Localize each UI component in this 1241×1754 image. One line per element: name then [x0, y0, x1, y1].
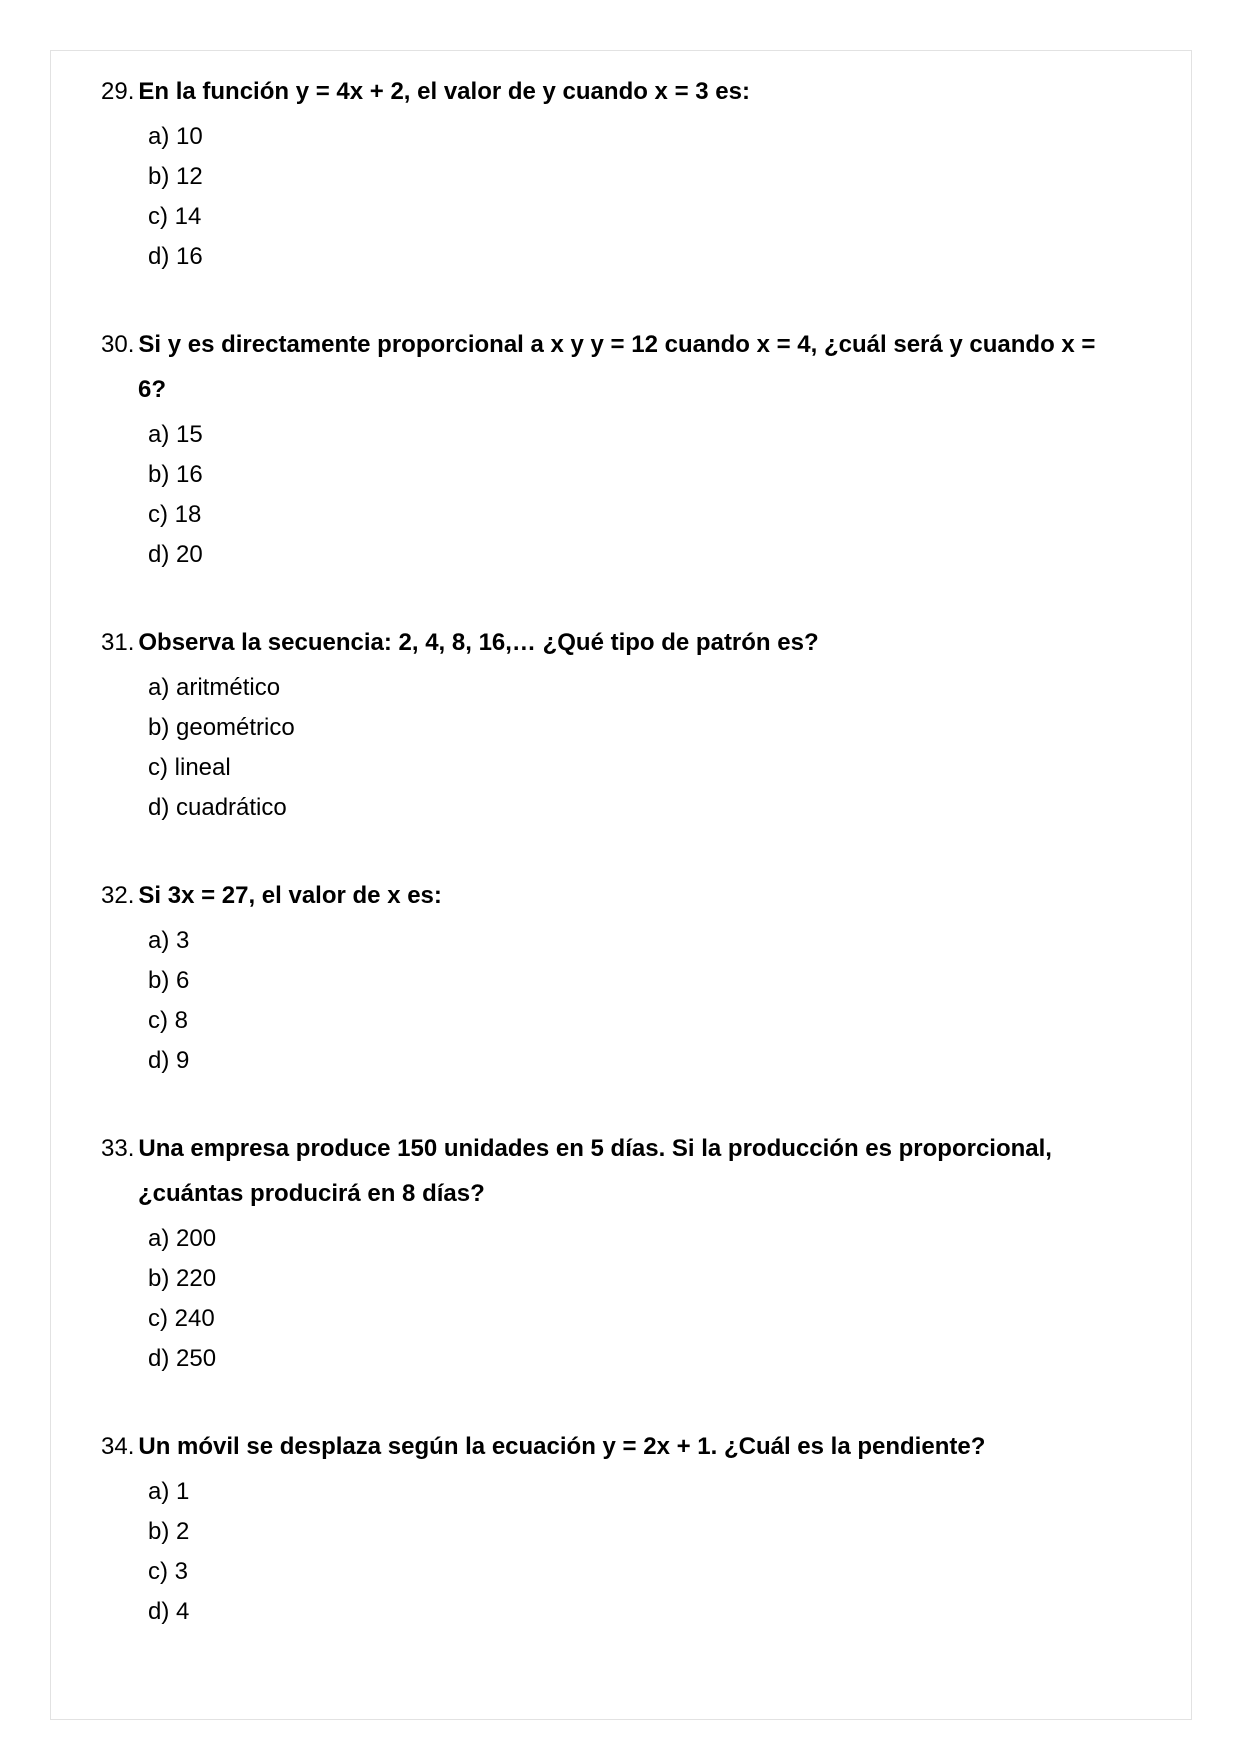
- answer-option-d: d) cuadrático: [148, 794, 287, 821]
- question-block-34: [101, 1424, 1191, 1632]
- answer-option-a: a) 1: [148, 1478, 190, 1505]
- question-text: Observa la secuencia: 2, 4, 8, 16,… ¿Qué tipo de patrón es?: [138, 629, 819, 656]
- question-block-29: [101, 69, 1191, 277]
- answer-option-a: a) 10: [148, 123, 203, 150]
- answer-option-c: c) 8: [148, 1007, 189, 1034]
- answer-option-d: d) 250: [148, 1345, 217, 1372]
- answer-option-d: d) 16: [148, 243, 203, 270]
- answer-option-b: b) 12: [148, 163, 203, 190]
- answer-option-c: c) 14: [148, 203, 202, 230]
- question-title: [101, 1424, 1113, 1469]
- question-text: Si y es directamente proporcional a x y y = 12 cuando x = 4, ¿cuál será y cuando x = 6?: [138, 331, 1096, 403]
- question-block-30: [101, 322, 1191, 575]
- document-page: [50, 50, 1192, 1720]
- question-text: Si 3x = 27, el valor de x es:: [138, 882, 442, 909]
- question-number: 33.: [101, 1135, 135, 1162]
- answer-option-c: c) 240: [148, 1305, 215, 1332]
- question-number: 29.: [101, 78, 135, 105]
- question-text: Un móvil se desplaza según la ecuación y = 2x + 1. ¿Cuál es la pendiente?: [138, 1433, 986, 1460]
- answer-option-a: a) aritmético: [148, 674, 281, 701]
- question-block-33: [101, 1126, 1191, 1379]
- answer-option-a: a) 200: [148, 1225, 217, 1252]
- question-number: 34.: [101, 1433, 135, 1460]
- answer-option-b: b) 2: [148, 1518, 190, 1545]
- question-block-32: [101, 873, 1191, 1081]
- question-number: 32.: [101, 882, 135, 909]
- answer-option-c: c) lineal: [148, 754, 231, 781]
- question-title: [101, 322, 1113, 412]
- question-number: 30.: [101, 331, 135, 358]
- answer-option-b: b) 16: [148, 461, 203, 488]
- answer-option-b: b) 6: [148, 967, 190, 994]
- answer-option-b: b) 220: [148, 1265, 217, 1292]
- answer-option-d: d) 20: [148, 541, 203, 568]
- question-title: [101, 873, 1113, 918]
- question-title: [101, 620, 1113, 665]
- answer-option-b: b) geométrico: [148, 714, 295, 741]
- question-title: [101, 1126, 1113, 1216]
- answer-option-d: d) 9: [148, 1047, 190, 1074]
- answer-option-c: c) 18: [148, 501, 202, 528]
- answer-option-c: c) 3: [148, 1558, 189, 1585]
- answer-option-a: a) 15: [148, 421, 203, 448]
- question-title: [101, 69, 1113, 114]
- question-block-31: [101, 620, 1191, 828]
- answer-option-a: a) 3: [148, 927, 190, 954]
- answer-option-d: d) 4: [148, 1598, 190, 1625]
- question-text: Una empresa produce 150 unidades en 5 días. Si la producción es proporcional, ¿cuántas producirá en 8 días?: [138, 1135, 1052, 1207]
- question-text: En la función y = 4x + 2, el valor de y cuando x = 3 es:: [138, 78, 750, 105]
- question-number: 31.: [101, 629, 135, 656]
